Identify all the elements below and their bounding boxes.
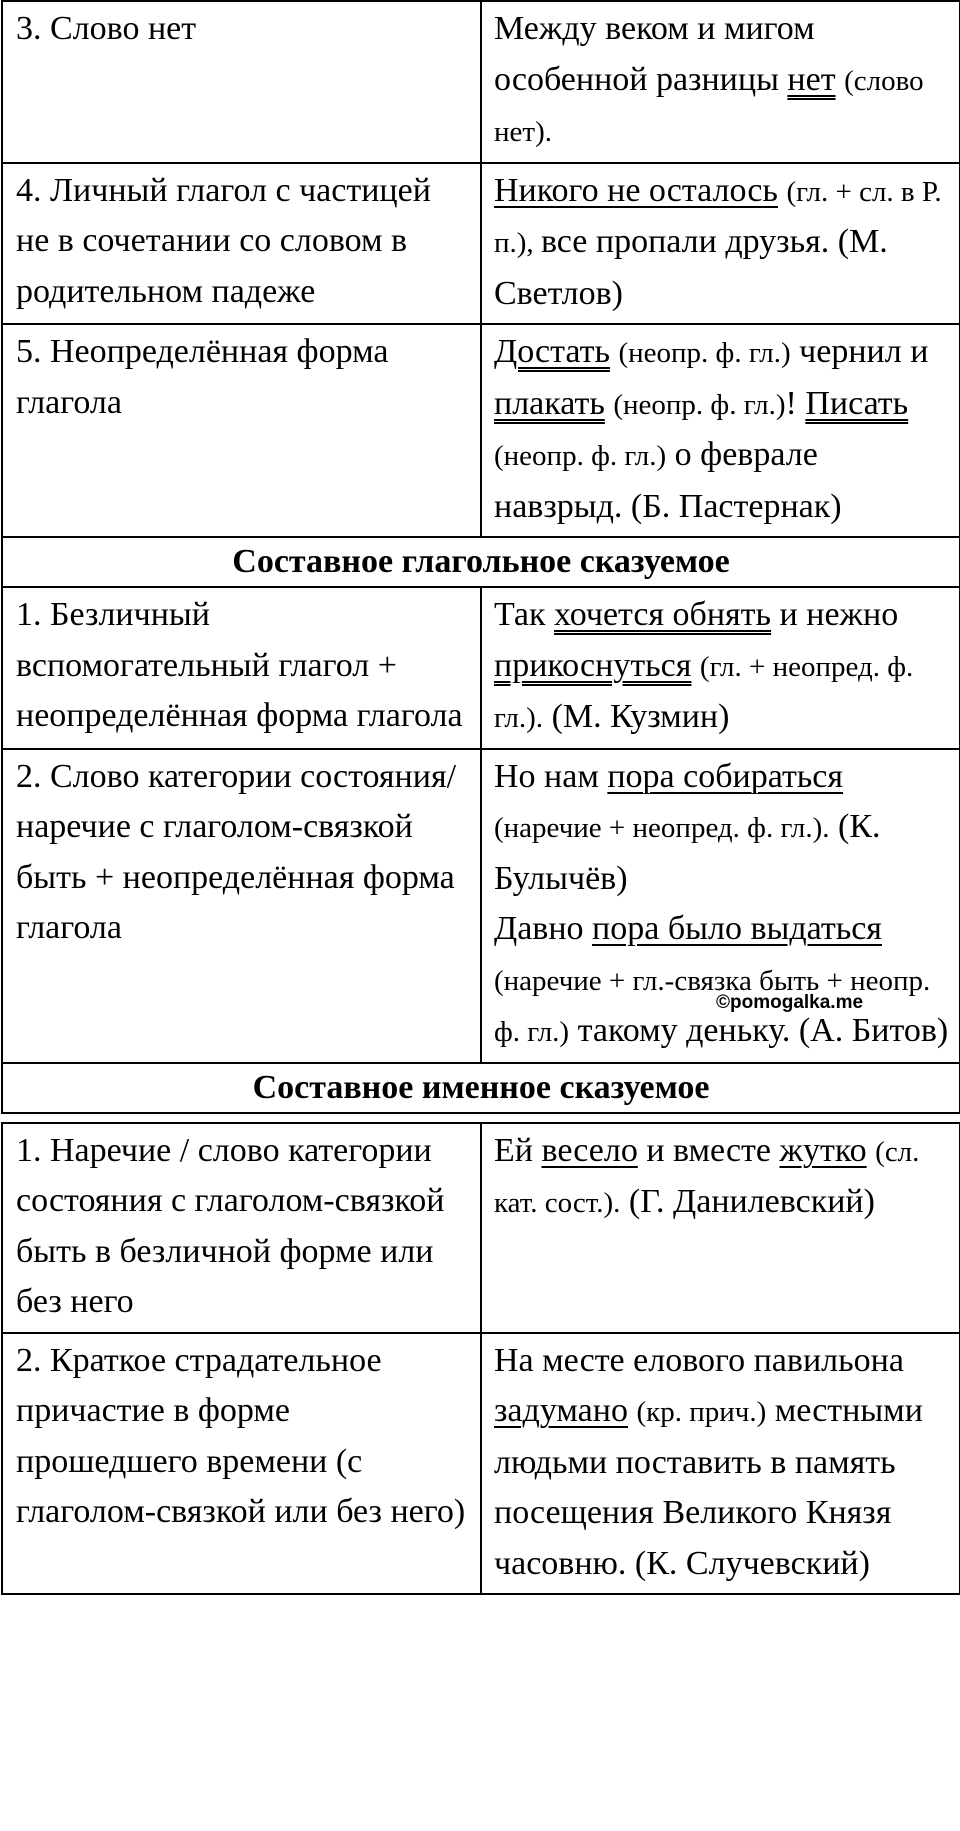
example-text: (М. Кузмин) (543, 698, 730, 735)
example-text: Но нам (494, 757, 608, 795)
type-cell: 1. Безличный вспомогательный глагол + неопределённая форма глагола (2, 587, 481, 749)
type-cell: 3. Слово нет (2, 1, 481, 163)
grammar-note: (кр. прич.) (636, 1396, 767, 1428)
grammar-note: (гл. + неопред. ф. гл.). (494, 650, 914, 734)
predicate-text: Никого не осталось (494, 171, 778, 209)
type-cell: 2. Краткое страдательное причастие в форме прошедшего времени (с глаголом-связкой или без него) (2, 1333, 481, 1595)
table-row (2, 1333, 960, 1595)
example-text: На месте елового павильона (494, 1341, 904, 1379)
example-cell (481, 749, 960, 1063)
example-text: и нежно (771, 596, 899, 633)
grammar-note: (сл. кат. сост.). (494, 1135, 920, 1219)
table-body-bottom (2, 1123, 960, 1595)
example-text: Давно (494, 910, 593, 947)
table-body-top (2, 1, 960, 1113)
section-header-row (2, 537, 960, 587)
predicate-text: весело (541, 1131, 638, 1169)
section-header: Составное именное сказуемое (2, 1063, 960, 1113)
grammar-note: (слово нет). (494, 64, 924, 148)
example-text: все пропали друзья. (М. Светлов) (494, 223, 888, 312)
grammar-note: (наречие + гл.-связка быть + неопр. ф. гл.) (494, 964, 931, 1048)
grammar-note: (гл. + сл. в Р. п.), (494, 175, 942, 259)
table-row (2, 1, 960, 163)
table-row (2, 749, 960, 1063)
table-row (2, 163, 960, 325)
type-cell: 5. Неопределённая форма глагола (2, 324, 481, 537)
example-text (867, 1132, 876, 1169)
predicate-text: жутко (779, 1131, 867, 1169)
grammar-note: (наречие + неопред. ф. гл.). (494, 812, 830, 844)
section-header: Составное глагольное сказуемое (2, 537, 960, 587)
predicate-text: задумано (494, 1392, 628, 1429)
grammar-note: (неопр. ф. гл.) (618, 337, 791, 369)
predicate-text: пора было выдаться (592, 910, 882, 947)
example-text: ! (785, 384, 806, 422)
predicate-table-bottom (1, 1122, 960, 1596)
example-cell (481, 587, 960, 749)
example-text: Ей (494, 1131, 542, 1169)
example-cell (481, 324, 960, 537)
predicate-text: Писать (805, 384, 909, 422)
table-row (2, 1123, 960, 1333)
table-row (2, 587, 960, 749)
example-text: Так (494, 596, 555, 633)
example-cell (481, 1, 960, 163)
predicate-table-top (1, 0, 960, 1114)
predicate-text: Достать (494, 333, 610, 370)
example-text: (К. Булычёв) (494, 808, 881, 897)
type-cell: 4. Личный глагол с частицей не в сочетании со словом в родительном падеже (2, 163, 481, 325)
watermark: ©pomogalka.me (716, 992, 864, 1013)
grammar-note: (неопр. ф. гл.) (613, 388, 786, 421)
example-cell (481, 1123, 960, 1333)
table-row (2, 324, 960, 537)
type-cell: 1. Наречие / слово категории состояния с глаголом-связкой быть в безличной форме или без него (2, 1123, 481, 1333)
example-text: чернил и (790, 333, 929, 370)
example-cell (481, 163, 960, 325)
example-text: такому деньку. (А. Битов) (569, 1012, 949, 1049)
example-text (836, 61, 845, 98)
example-text: о феврале навзрыд. (Б. Пастернак) (494, 436, 842, 525)
type-cell: 2. Слово категории состояния/ наречие с глаголом-связкой быть + неопределённая форма глагола (2, 749, 481, 1063)
example-text: Между веком и мигом особенной разницы (494, 10, 815, 98)
predicate-text: нет (787, 60, 836, 98)
example-text: (Г. Данилевский) (620, 1183, 875, 1220)
example-cell (481, 1333, 960, 1595)
predicate-text: пора собираться (607, 757, 844, 795)
table-gap (0, 1114, 960, 1122)
predicate-text: прикоснуться (494, 646, 692, 684)
predicate-text: плакать (494, 384, 605, 422)
predicate-text: хочется обнять (554, 596, 772, 633)
section-header-row (2, 1063, 960, 1113)
example-text: местными людьми поставить в память посещения Великого Князя часовню. (К. Случевский) (494, 1392, 923, 1582)
example-text (691, 647, 700, 684)
grammar-note: (неопр. ф. гл.) (494, 440, 667, 472)
example-text: и вместе (637, 1131, 780, 1169)
